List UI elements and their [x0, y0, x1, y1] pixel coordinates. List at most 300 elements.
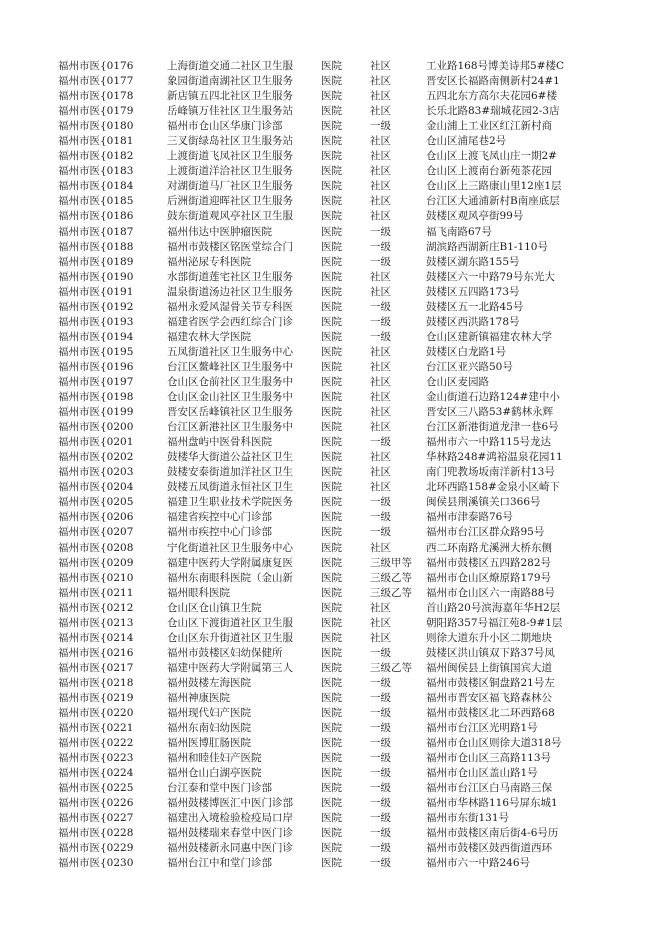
hospital-level: 社区 [370, 285, 391, 298]
hospital-level: 一级 [370, 782, 391, 795]
institution-type: 医院 [321, 661, 342, 674]
hospital-address: 福州闽侯县上街镇国宾大道 [426, 661, 552, 674]
institution-type: 医院 [321, 345, 342, 358]
hospital-name: 仓山区仓前社区卫生服务中 [167, 375, 293, 388]
hospital-address: 福州市仓山区三高路113号 [426, 752, 552, 765]
hospital-address: 仓山区上渡南台新苑茶花园 [426, 165, 552, 178]
hospital-code: 福州市医{0230 [58, 857, 134, 870]
hospital-level: 社区 [370, 481, 391, 494]
hospital-code: 福州市医{0222 [58, 737, 134, 750]
table-row [0, 345, 662, 360]
institution-type: 医院 [321, 225, 342, 238]
table-row [0, 89, 662, 104]
hospital-name: 福州盘屿中医骨科医院 [167, 436, 272, 449]
hospital-code: 福州市医{0196 [58, 360, 134, 373]
hospital-level: 一级 [370, 436, 391, 449]
hospital-level: 一级 [370, 797, 391, 810]
hospital-address: 西二环南路尤溪洲大桥东侧 [426, 541, 552, 554]
hospital-address: 鼓楼区观风亭街99号 [426, 210, 524, 223]
table-row [0, 495, 662, 510]
table-row [0, 435, 662, 450]
hospital-address: 鼓楼区五一北路45号 [426, 300, 524, 313]
hospital-name: 福建省医学会西红综合门诊 [167, 315, 293, 328]
table-row [0, 811, 662, 826]
table-row [0, 360, 662, 375]
hospital-level: 一级 [370, 857, 391, 870]
hospital-code: 福州市医{0207 [58, 526, 134, 539]
hospital-address: 则徐大道东升小区二期地块 [426, 631, 552, 644]
table-row [0, 465, 662, 480]
hospital-code: 福州市医{0186 [58, 210, 134, 223]
hospital-level: 一级 [370, 707, 391, 720]
hospital-level: 社区 [370, 60, 391, 72]
hospital-address: 金山街道石边路124#建中小 [426, 391, 560, 404]
hospital-level: 社区 [370, 90, 391, 103]
hospital-code: 福州市医{0190 [58, 270, 134, 283]
hospital-level: 一级 [370, 255, 391, 268]
hospital-address: 福州市鼓楼区南后街4-6号历 [426, 827, 559, 840]
institution-type: 医院 [321, 135, 342, 148]
hospital-level: 社区 [370, 375, 391, 388]
institution-type: 医院 [321, 90, 342, 103]
institution-type: 医院 [321, 360, 342, 373]
hospital-code: 福州市医{0194 [58, 330, 134, 343]
table-row [0, 270, 662, 285]
table-row [0, 405, 662, 420]
hospital-code: 福州市医{0227 [58, 812, 134, 825]
hospital-code: 福州市医{0201 [58, 436, 134, 449]
hospital-code: 福州市医{0178 [58, 90, 134, 103]
table-row [0, 225, 662, 240]
hospital-address: 福州市仓山区盖山路1号 [426, 767, 538, 780]
hospital-code: 福州市医{0197 [58, 375, 134, 388]
hospital-name: 晋安区岳峰镇社区卫生服务 [167, 406, 293, 419]
institution-type: 医院 [321, 481, 342, 494]
institution-type: 医院 [321, 180, 342, 193]
hospital-level: 一级 [370, 842, 391, 855]
hospital-address: 仓山区建新镇福建农林大学 [426, 330, 552, 343]
hospital-name: 福州眼科医院 [167, 586, 230, 599]
hospital-name: 台江泰和堂中医门诊部 [167, 782, 272, 795]
hospital-name: 福州神康医院 [167, 691, 230, 704]
hospital-address: 福州市鼓楼区鼓西街道西环 [426, 842, 552, 855]
hospital-level: 社区 [370, 421, 391, 434]
institution-type: 医院 [321, 571, 342, 584]
institution-type: 医院 [321, 270, 342, 283]
table-row [0, 119, 662, 134]
hospital-code: 福州市医{0195 [58, 345, 134, 358]
hospital-code: 福州市医{0205 [58, 496, 134, 509]
hospital-level: 社区 [370, 165, 391, 178]
table-row [0, 616, 662, 631]
hospital-level: 社区 [370, 631, 391, 644]
hospital-name: 台江区新港社区卫生服务中 [167, 421, 293, 434]
hospital-name: 福州和睦佳妇产医院 [167, 752, 262, 765]
institution-type: 医院 [321, 240, 342, 253]
hospital-level: 一级 [370, 225, 391, 238]
institution-type: 医院 [321, 691, 342, 704]
hospital-name: 福州市仓山区华康门诊部 [167, 120, 283, 133]
hospital-level: 社区 [370, 75, 391, 88]
hospital-address: 鼓楼区西洪路178号 [426, 315, 520, 328]
hospital-address: 福州市仓山区六一南路88号 [426, 586, 555, 599]
hospital-address: 鼓楼区白龙路1号 [426, 345, 507, 358]
hospital-code: 福州市医{0208 [58, 541, 134, 554]
hospital-address: 北环西路158#金泉小区崎下 [426, 481, 560, 494]
hospital-address: 福州市东街131号 [426, 812, 510, 825]
institution-type: 医院 [321, 797, 342, 810]
hospital-level: 一级 [370, 646, 391, 659]
table-row [0, 285, 662, 300]
hospital-level: 社区 [370, 135, 391, 148]
table-row [0, 104, 662, 119]
hospital-address: 鼓楼区湖东路155号 [426, 255, 520, 268]
table-row [0, 676, 662, 691]
hospital-level: 一级 [370, 737, 391, 750]
hospital-name: 仓山区仓山镇卫生院 [167, 601, 262, 614]
hospital-level: 社区 [370, 180, 391, 193]
hospital-name: 上海街道交通二社区卫生服 [167, 60, 293, 72]
table-row [0, 601, 662, 616]
hospital-level: 社区 [370, 601, 391, 614]
institution-type: 医院 [321, 315, 342, 328]
hospital-name: 鼓楼华大街道公益社区卫生 [167, 451, 293, 464]
hospital-name: 福州永爱风湿骨关节专科医 [167, 300, 293, 313]
hospital-level: 一级 [370, 120, 391, 133]
hospital-code: 福州市医{0188 [58, 240, 134, 253]
hospital-address: 首山路20号滨海嘉年华H2层 [426, 601, 561, 614]
institution-type: 医院 [321, 526, 342, 539]
hospital-name: 岳峰镇万佳社区卫生服务站 [167, 105, 293, 118]
hospital-name: 福州现代妇产医院 [167, 707, 251, 720]
hospital-name: 象园街道南湖社区卫生服务 [167, 75, 293, 88]
table-row [0, 149, 662, 164]
institution-type: 医院 [321, 165, 342, 178]
hospital-name: 福州医博肛肠医院 [167, 737, 251, 750]
hospital-name: 福建省疾控中心门诊部 [167, 511, 272, 524]
hospital-name: 福州鼓楼新永同惠中医门诊 [167, 842, 293, 855]
hospital-name: 福建中医药大学附属第三人 [167, 661, 293, 674]
hospital-code: 福州市医{0223 [58, 752, 134, 765]
hospital-code: 福州市医{0209 [58, 556, 134, 569]
institution-type: 医院 [321, 195, 342, 208]
hospital-level: 三级甲等 [370, 556, 412, 569]
institution-type: 医院 [321, 421, 342, 434]
hospital-name: 五凤街道社区卫生服务中心 [167, 345, 293, 358]
hospital-code: 福州市医{0176 [58, 60, 134, 72]
hospital-address: 福州市台江区光明路1号 [426, 722, 538, 735]
institution-type: 医院 [321, 752, 342, 765]
table-row [0, 255, 662, 270]
institution-type: 医院 [321, 255, 342, 268]
hospital-code: 福州市医{0192 [58, 300, 134, 313]
institution-type: 医院 [321, 375, 342, 388]
institution-type: 医院 [321, 451, 342, 464]
hospital-code: 福州市医{0212 [58, 601, 134, 614]
hospital-name: 福州市鼓楼区铭医堂综合门 [167, 240, 293, 253]
table-row [0, 856, 662, 871]
table-row [0, 556, 662, 571]
institution-type: 医院 [321, 511, 342, 524]
hospital-code: 福州市医{0219 [58, 691, 134, 704]
hospital-name: 福州泌尿专科医院 [167, 255, 251, 268]
table-row [0, 586, 662, 601]
hospital-level: 社区 [370, 466, 391, 479]
hospital-code: 福州市医{0224 [58, 767, 134, 780]
hospital-name: 三叉街绿岛社区卫生服务站 [167, 135, 293, 148]
hospital-level: 一级 [370, 300, 391, 313]
hospital-code: 福州市医{0216 [58, 646, 134, 659]
hospital-address: 福州市仓山区则徐大道318号 [426, 737, 562, 750]
table-row [0, 330, 662, 345]
institution-type: 医院 [321, 285, 342, 298]
hospital-code: 福州市医{0210 [58, 571, 134, 584]
institution-type: 医院 [321, 737, 342, 750]
table-row [0, 691, 662, 706]
table-row [0, 661, 662, 676]
hospital-code: 福州市医{0228 [58, 827, 134, 840]
hospital-name: 鼓东街道观风亭社区卫生服 [167, 210, 293, 223]
institution-type: 医院 [321, 300, 342, 313]
table-row [0, 420, 662, 435]
hospital-level: 社区 [370, 391, 391, 404]
hospital-name: 福州东南妇幼医院 [167, 722, 251, 735]
hospital-level: 三级乙等 [370, 586, 412, 599]
table-row [0, 164, 662, 179]
institution-type: 医院 [321, 857, 342, 870]
table-row [0, 179, 662, 194]
hospital-level: 一级 [370, 722, 391, 735]
hospital-level: 社区 [370, 541, 391, 554]
hospital-address: 台江区新港街道龙津一巷6号 [426, 421, 559, 434]
hospital-address: 福州市六一中路246号 [426, 857, 531, 870]
table-row [0, 841, 662, 856]
hospital-name: 福建中医药大学附属康复医 [167, 556, 293, 569]
table-row [0, 541, 662, 556]
hospital-level: 一级 [370, 496, 391, 509]
hospital-level: 社区 [370, 451, 391, 464]
hospital-address: 仓山区麦园路 [426, 375, 489, 388]
hospital-name: 对湖街道马厂社区卫生服务 [167, 180, 293, 193]
hospital-code: 福州市医{0229 [58, 842, 134, 855]
hospital-name: 福建农林大学医院 [167, 330, 251, 343]
hospital-name: 福州台江中和堂门诊部 [167, 857, 272, 870]
hospital-code: 福州市医{0183 [58, 165, 134, 178]
hospital-level: 三级乙等 [370, 661, 412, 674]
hospital-address: 鼓楼区五四路173号 [426, 285, 520, 298]
hospital-code: 福州市医{0202 [58, 451, 134, 464]
hospital-code: 福州市医{0213 [58, 616, 134, 629]
table-row [0, 796, 662, 811]
table-row [0, 74, 662, 89]
institution-type: 医院 [321, 707, 342, 720]
hospital-address: 福州市六一中路115号龙达 [426, 436, 552, 449]
hospital-name: 福州仓山白湖亭医院 [167, 767, 262, 780]
table-row [0, 736, 662, 751]
table-row [0, 721, 662, 736]
institution-type: 医院 [321, 391, 342, 404]
hospital-address: 金山浦上工业区红江新村商 [426, 120, 552, 133]
hospital-level: 一级 [370, 827, 391, 840]
hospital-code: 福州市医{0182 [58, 150, 134, 163]
hospital-level: 一级 [370, 526, 391, 539]
hospital-address: 湖滨路西湖新庄B1-110号 [426, 240, 548, 253]
hospital-level: 社区 [370, 150, 391, 163]
hospital-address: 福州市鼓楼区五四路282号 [426, 556, 552, 569]
hospital-address: 台江区亚兴路50号 [426, 360, 513, 373]
table-row [0, 390, 662, 405]
hospital-level: 一级 [370, 752, 391, 765]
hospital-name: 福州鼓楼博医汇中医门诊部 [167, 797, 293, 810]
table-row [0, 480, 662, 495]
table-row [0, 525, 662, 540]
hospital-address: 长乐北路83#瑞城花园2-3店 [426, 105, 560, 118]
hospital-name: 上渡街道飞凤社区卫生服务 [167, 150, 293, 163]
table-row [0, 826, 662, 841]
hospital-address: 闽侯县荆溪镇关口366号 [426, 496, 541, 509]
table-row [0, 751, 662, 766]
institution-type: 医院 [321, 586, 342, 599]
hospital-code: 福州市医{0177 [58, 75, 134, 88]
hospital-address: 福州市台江区群众路95号 [426, 526, 545, 539]
hospital-address: 仓山区上三路康山里12座1层 [426, 180, 562, 193]
hospital-name: 福建出入境检验检疫局口岸 [167, 812, 293, 825]
table-row [0, 450, 662, 465]
hospital-code: 福州市医{0180 [58, 120, 134, 133]
hospital-code: 福州市医{0200 [58, 421, 134, 434]
table-row [0, 646, 662, 661]
institution-type: 医院 [321, 541, 342, 554]
hospital-name: 鼓楼安泰街道加洋社区卫生 [167, 466, 293, 479]
hospital-name: 鼓楼五凤街道永恒社区卫生 [167, 481, 293, 494]
institution-type: 医院 [321, 496, 342, 509]
hospital-name: 福州市鼓楼区妇幼保健所 [167, 646, 283, 659]
hospital-name: 仓山区金山社区卫生服务中 [167, 391, 293, 404]
hospital-address: 福州市台江区白马南路三保 [426, 782, 552, 795]
institution-type: 医院 [321, 767, 342, 780]
table-row [0, 706, 662, 721]
hospital-level: 一级 [370, 767, 391, 780]
institution-type: 医院 [321, 842, 342, 855]
hospital-address: 鼓楼区六一中路79号东光大 [426, 270, 555, 283]
hospital-name: 宁化街道社区卫生服务中心 [167, 541, 293, 554]
hospital-address: 福州市鼓楼区北二环西路68 [426, 707, 555, 720]
hospital-level: 社区 [370, 210, 391, 223]
hospital-level: 一级 [370, 691, 391, 704]
institution-type: 医院 [321, 75, 342, 88]
hospital-name: 水部街道莲宅社区卫生服务 [167, 270, 293, 283]
institution-type: 医院 [321, 466, 342, 479]
hospital-name: 福州伟达中医肿瘤医院 [167, 225, 272, 238]
hospital-code: 福州市医{0211 [58, 586, 134, 599]
hospital-address: 福州市津泰路76号 [426, 511, 513, 524]
hospital-code: 福州市医{0181 [58, 135, 134, 148]
hospital-address: 仓山区上渡飞凤山庄一期2# [426, 150, 557, 163]
hospital-code: 福州市医{0217 [58, 661, 134, 674]
hospital-name: 仓山区下渡街道社区卫生服 [167, 616, 293, 629]
table-row [0, 375, 662, 390]
hospital-address: 仓山区浦尾巷2号 [426, 135, 507, 148]
hospital-level: 社区 [370, 406, 391, 419]
hospital-address: 南门兜教场坂南洋新村13号 [426, 466, 555, 479]
hospital-name: 福州鼓楼瑞来春堂中医门诊 [167, 827, 293, 840]
hospital-address: 福飞南路67号 [426, 225, 492, 238]
institution-type: 医院 [321, 436, 342, 449]
institution-type: 医院 [321, 330, 342, 343]
hospital-code: 福州市医{0199 [58, 406, 134, 419]
table-row [0, 781, 662, 796]
hospital-code: 福州市医{0221 [58, 722, 134, 735]
institution-type: 医院 [321, 556, 342, 569]
hospital-name: 福建卫生职业技术学院医务 [167, 496, 293, 509]
hospital-address: 福州市华林路116号屏东城1 [426, 797, 558, 810]
hospital-table [0, 59, 662, 872]
institution-type: 医院 [321, 812, 342, 825]
hospital-level: 三级乙等 [370, 571, 412, 584]
table-row [0, 300, 662, 315]
institution-type: 医院 [321, 676, 342, 689]
table-row [0, 209, 662, 224]
table-row [0, 59, 662, 74]
hospital-address: 晋安区长福路南侧新村24#1 [426, 75, 560, 88]
hospital-level: 一级 [370, 812, 391, 825]
hospital-code: 福州市医{0179 [58, 105, 134, 118]
hospital-name: 福州东南眼科医院（金山新 [167, 571, 293, 584]
hospital-level: 社区 [370, 345, 391, 358]
hospital-level: 一级 [370, 315, 391, 328]
hospital-code: 福州市医{0198 [58, 391, 134, 404]
table-row [0, 510, 662, 525]
hospital-name: 后洲街道迎晖社区卫生服务 [167, 195, 293, 208]
institution-type: 医院 [321, 406, 342, 419]
hospital-code: 福州市医{0184 [58, 180, 134, 193]
institution-type: 医院 [321, 150, 342, 163]
institution-type: 医院 [321, 722, 342, 735]
hospital-name: 上渡街道洋洽社区卫生服务 [167, 165, 293, 178]
hospital-level: 一级 [370, 511, 391, 524]
hospital-code: 福州市医{0220 [58, 707, 134, 720]
institution-type: 医院 [321, 601, 342, 614]
hospital-level: 一级 [370, 330, 391, 343]
hospital-code: 福州市医{0191 [58, 285, 134, 298]
hospital-level: 社区 [370, 105, 391, 118]
hospital-name: 温泉街道汤边社区卫生服务 [167, 285, 293, 298]
hospital-address: 台江区大通浦新村B南座底层 [426, 195, 560, 208]
hospital-code: 福州市医{0218 [58, 676, 134, 689]
table-row [0, 134, 662, 149]
hospital-address: 鼓楼区洪山镇双下路37号凤 [426, 646, 555, 659]
hospital-address: 朝阳路357号福江苑8-9#1层 [426, 616, 563, 629]
hospital-name: 仓山区东升街道社区卫生服 [167, 631, 293, 644]
institution-type: 医院 [321, 616, 342, 629]
institution-type: 医院 [321, 120, 342, 133]
hospital-level: 社区 [370, 616, 391, 629]
hospital-name: 福州鼓楼左海医院 [167, 676, 251, 689]
hospital-code: 福州市医{0206 [58, 511, 134, 524]
hospital-name: 福州市疾控中心门诊部 [167, 526, 272, 539]
hospital-code: 福州市医{0193 [58, 315, 134, 328]
institution-type: 医院 [321, 782, 342, 795]
institution-type: 医院 [321, 105, 342, 118]
hospital-address: 晋安区三八路53#鹤林永辉 [426, 406, 554, 419]
table-row [0, 766, 662, 781]
hospital-code: 福州市医{0189 [58, 255, 134, 268]
table-row [0, 571, 662, 586]
hospital-level: 社区 [370, 195, 391, 208]
hospital-address: 福州市仓山区燎原路179号 [426, 571, 552, 584]
hospital-code: 福州市医{0204 [58, 481, 134, 494]
hospital-code: 福州市医{0225 [58, 782, 134, 795]
